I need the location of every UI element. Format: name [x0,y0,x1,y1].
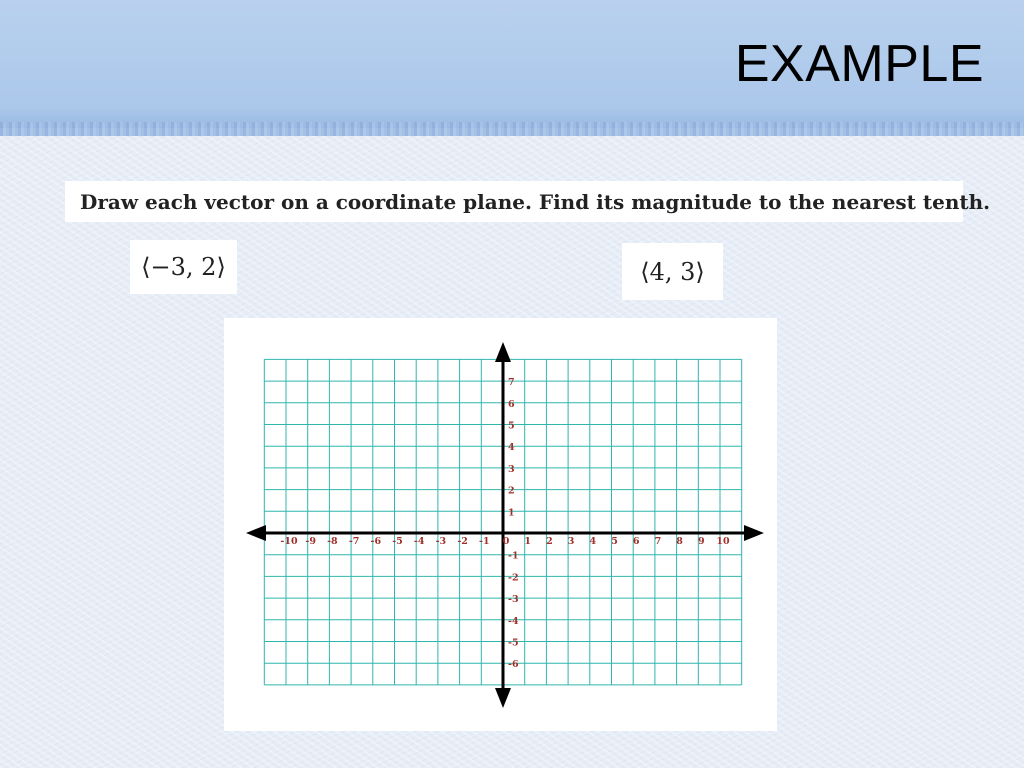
y-tick-label: -1 [508,550,519,562]
x-tick-label: -5 [392,536,403,547]
x-tick-label: 5 [611,536,618,547]
slide-title: EXAMPLE [734,35,984,93]
y-tick-label: -3 [508,594,519,606]
y-tick-label: -2 [508,572,519,584]
x-axis-arrow-left [246,525,266,541]
x-tick-label: 1 [524,536,532,547]
x-tick-label: 6 [632,536,640,547]
y-tick-label: 3 [508,463,515,475]
x-tick-label: -1 [479,536,490,547]
x-tick-label: -10 [280,536,298,547]
y-tick-label: 1 [508,507,515,519]
x-tick-label: 9 [697,536,705,547]
x-tick-label: 0 [502,536,510,547]
x-tick-label: 4 [589,536,597,547]
x-tick-label: -4 [413,536,425,547]
x-tick-label: 8 [676,536,683,547]
y-tick-label: -4 [508,615,519,627]
x-tick-label: 3 [567,536,575,547]
x-tick-label: -3 [435,536,447,547]
coordinate-plane [224,318,777,731]
y-tick-label: 4 [508,442,515,454]
x-tick-label: -9 [305,536,316,547]
y-tick-label: 7 [508,377,515,389]
y-axis-arrow-down [495,688,511,708]
header-edge [0,122,1024,136]
y-tick-label: 2 [508,485,515,497]
instruction-text: Draw each vector on a coordinate plane. Find its magnitude to the nearest tenth. [65,181,963,222]
coordinate-plane-svg [224,318,777,731]
x-tick-label: -2 [457,536,468,547]
x-tick-label: 2 [546,536,553,547]
x-tick-label: -8 [327,536,338,547]
vector-b: ⟨4, 3⟩ [622,243,723,300]
x-tick-label: 10 [716,536,730,547]
y-tick-label: 6 [508,398,515,410]
y-axis-arrow-up [495,342,511,362]
y-tick-label: -5 [508,637,519,649]
x-tick-label: -7 [348,536,360,547]
x-tick-label: 7 [654,536,662,547]
vector-a: ⟨−3, 2⟩ [130,240,237,294]
x-tick-label: -6 [370,536,382,547]
y-tick-label: 5 [508,420,515,432]
y-tick-label: -6 [508,659,519,671]
x-axis-arrow-right [744,525,764,541]
